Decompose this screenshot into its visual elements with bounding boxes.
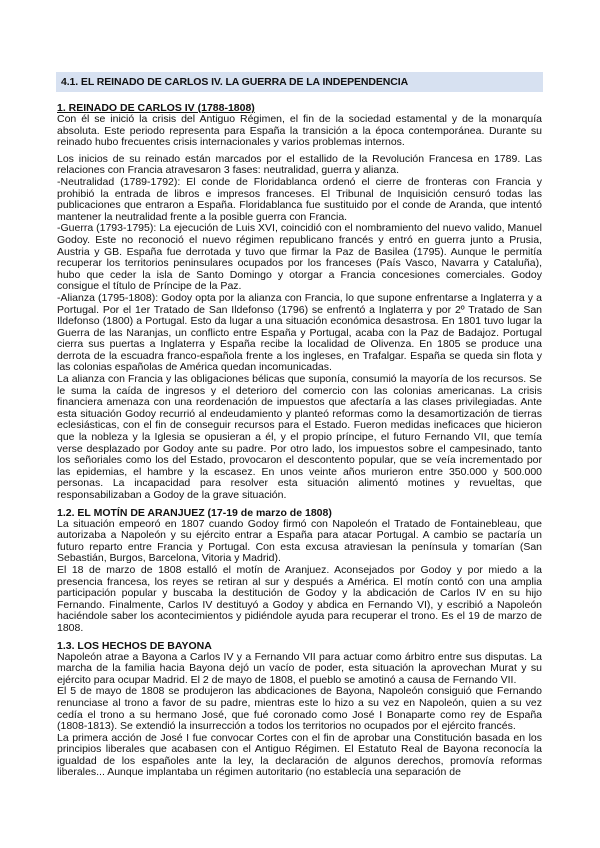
- paragraph: Los inicios de su reinado están marcados por el estallido de la Revolución Francesa en 1789. Las relaciones con Francia atravesaron 3 fases: neutralidad, guerra y alianza.: [57, 152, 542, 177]
- paragraph: -Alianza (1795-1808): Godoy opta por la alianza con Francia, lo que supone enfrentarse a Inglaterra y a Portugal. Por el 1er Tratado de San Ildefonso (1796) se enfrentó a Inglaterra y por 2º Tratado de San Ildefonso (1800) a Portugal. Esto da lugar a una situación económica desastrosa. En 1801 tuvo lugar la Guerra de las Naranjas, un conflicto entre España y Portugal, acaba con la Paz de Badajoz. Portugal cierra sus puertas a Inglaterra y España recibe la localidad de Olivenza. En 1805 se produce una derrota de la escuadra franco-española frente a los ingleses, en Trafalgar. España se queda sin flota y las colonias españolas de América quedan incomunicadas.: [57, 291, 542, 374]
- paragraph: -Guerra (1793-1795): La ejecución de Luis XVI, coincidió con el nombramiento del nuevo valido, Manuel Godoy. Este no reconoció el nuevo régimen republicano francés y entró en guerra junto a Prusia, Austria y GB. España fue derrotada y tuvo que firmar la Paz de Basilea (1795). Aunque le permitía recuperar los territorios peninsulares ocupados por los franceses (País Vasco, Navarra y Cataluña), hubo que ceder la isla de Santo Domingo y otorgar a Francia concesiones comerciales. Godoy consigue el título de Príncipe de la Paz.: [57, 222, 542, 293]
- paragraph: Con él se inició la crisis del Antiguo Régimen, el fin de la sociedad estamental y de la monarquía absoluta. Este periodo representa para España la transición a la época contemporánea. Durante su reinado hubo frecuentes crisis internacionales y varios problemas internos.: [57, 113, 542, 149]
- paragraph: La primera acción de José I fue convocar Cortes con el fin de aprobar una Constitución basada en los principios liberales que acabasen con el Antiguo Régimen. El Estatuto Real de Bayona reconocía la igualdad de los españoles ante la ley, la declaración de algunos derechos, promovía reformas liberales... Aunque implantaba un régimen autoritario (no establecía una separación de: [57, 731, 542, 779]
- paragraph: La alianza con Francia y las obligaciones bélicas que suponía, consumió la mayoría de los recursos. Se le suma la caída de ingresos y el deterioro del comercio con las colonias americanas. La crisis financiera amenaza con una reordenación de impuestos que afectaría a las clases privilegiadas. Ante esta situación Godoy recurrió al endeudamiento y planteó reformas como la desamortización de tierras eclesiásticas, con el fin de conseguir recursos para el Estado. Fueron medidas ineficaces que hicieron que la nobleza y la Iglesia se opusieran a él, y el propio príncipe, el futuro Fernando VII, que temía verse desplazado por Godoy ante su padre. Por otro lado, los impuestos sobre el campesinado, tanto los señoriales como los del Estado, provocaron el descontento popular, que se veía incrementado por las epidemias, el hambre y la escasez. En unos veinte años murieron entre 350.000 y 500.000 personas. La incapacidad para resolver esta situación alimentó motines y revueltas, que responsabilizaban a Godoy de la grave situación.: [57, 373, 542, 501]
- paragraph: El 5 de mayo de 1808 se produjeron las abdicaciones de Bayona, Napoleón consiguió que Fernando renunciase al trono a favor de su padre, mientras este lo hizo a su vez en Napoleón, quien a su vez cedía el trono a su hermano José, que fué coronado como José I Bonaparte como rey de España (1808-1813). Se extendió la insurrección a todos los territorios no ocupados por el ejército francés.: [57, 685, 542, 733]
- section-heading-motin: 1.2. EL MOTÍN DE ARANJUEZ (17-19 de marzo de 1808): [57, 506, 332, 519]
- section-heading-reinado: 1. REINADO DE CARLOS IV (1788-1808): [57, 102, 255, 114]
- paragraph: Napoleón atrae a Bayona a Carlos IV y a Fernando VII para actuar como árbitro entre sus disputas. La marcha de la familia hacia Bayona dejó un vacío de poder, esta situación la aprovechan Murat y su ejército para ocupar Madrid. El 2 de mayo de 1808, el pueblo se amotinó a causa de Fernando VII.: [57, 650, 542, 686]
- paragraph: El 18 de marzo de 1808 estalló el motín de Aranjuez. Aconsejados por Godoy y por miedo a la presencia francesa, los reyes se retiran al sur y después a América. El motín contó con una amplia participación popular y buscaba la destitución de Godoy y la abdicación de Carlos IV en su hijo Fernando. Finalmente, Carlos IV destituyó a Godoy y abdica en Fernando VI), y escribió a Napoleón haciéndole saber los acontecimientos y pidiéndole ayuda para recuperar el trono. Es el 19 de marzo de 1808.: [57, 563, 542, 634]
- section-heading-bayona: 1.3. LOS HECHOS DE BAYONA: [57, 639, 212, 652]
- document-body: [57, 102, 542, 779]
- paragraph: La situación empeoró en 1807 cuando Godoy firmó con Napoleón el Tratado de Fontainebleau, que autorizaba a Napoleón y su ejército entrar a España para atacar Portugal. A cambio se pactaría un futuro reparto entre Francia y Portugal. Con esta excusa atraviesan la península y tomarían (San Sebastián, Burgos, Barcelona, Vitoria y Madrid).: [57, 517, 542, 565]
- chapter-title-banner: 4.1. EL REINADO DE CARLOS IV. LA GUERRA DE LA INDEPENDENCIA: [56, 72, 543, 92]
- paragraph: -Neutralidad (1789-1792): El conde de Floridablanca ordenó el cierre de fronteras con Francia y prohibió la entrada de libros e impresos franceses. El Tribunal de Inquisición censuró todas las publicaciones que entraron a España. Floridablanca fue sustituido por el conde de Aranda, que intentó mantener la neutralidad frente a la posible guerra con Francia.: [57, 175, 542, 223]
